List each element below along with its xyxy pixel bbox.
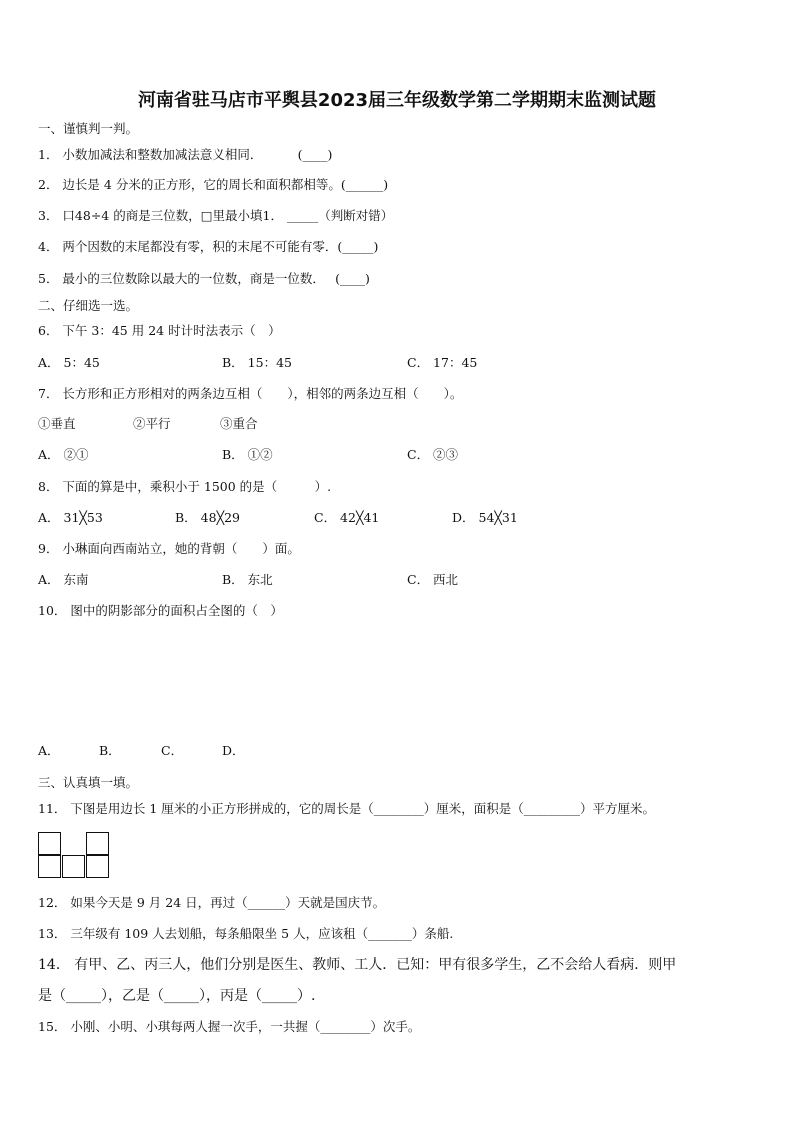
section-heading-judge: 一、谨慎判一判。 [38, 121, 139, 136]
q7-choice-1: ①垂直 [38, 416, 76, 431]
q9-option-b: B． 东北 [222, 572, 273, 587]
q7-choice-2: ②平行 [133, 416, 171, 431]
question-15: 15． 小刚、小明、小琪每两人握一次手，一共握（________）次手。 [38, 1019, 421, 1034]
q10-option-b: B． [99, 743, 121, 758]
question-9: 9． 小琳面向西南站立，她的背朝（ ）面。 [38, 541, 300, 556]
q7-option-b: B． ①② [222, 447, 273, 462]
square-cell [86, 832, 109, 855]
q7-option-a: A． ②① [38, 447, 89, 462]
square-cell [38, 832, 61, 855]
question-3: 3． 口48÷4 的商是三位数，□里最小填1． _____（判断对错） [38, 208, 394, 223]
question-1: 1． 小数加减法和整数加减法意义相同． (____) [38, 147, 333, 162]
question-12: 12． 如果今天是 9 月 24 日，再过（______）天就是国庆节。 [38, 895, 386, 910]
square-cell [86, 855, 109, 878]
square-cell [62, 855, 85, 878]
question-13: 13． 三年级有 109 人去划船，每条船限坐 5 人，应该租（_______）条船. [38, 926, 454, 941]
q10-option-d: D． [222, 743, 245, 758]
question-5: 5． 最小的三位数除以最大的一位数，商是一位数． (____) [38, 271, 370, 286]
q9-option-c: C． 西北 [407, 572, 459, 587]
question-6: 6． 下午 3：45 用 24 时计时法表示（ ） [38, 323, 281, 338]
section-heading-choose: 二、仔细选一选。 [38, 298, 139, 313]
q8-option-b: B． 48╳29 [175, 510, 240, 525]
question-4: 4． 两个因数的末尾都没有零，积的末尾不可能有零．(_____) [38, 239, 379, 254]
q6-option-a: A． 5：45 [38, 355, 100, 370]
q7-choice-3: ③重合 [220, 416, 258, 431]
q7-option-c: C． ②③ [407, 447, 459, 462]
page-title: 河南省驻马店市平舆县2023届三年级数学第二学期期末监测试题 [137, 90, 657, 111]
question-14-line-1: 14． 有甲、乙、丙三人，他们分别是医生、教师、工人．已知：甲有很多学生，乙不会给人看病．则甲 [38, 957, 677, 973]
q8-option-d: D． 54╳31 [452, 510, 518, 525]
question-14-line-2: 是（_____），乙是（_____），丙是（_____）. [38, 988, 316, 1004]
question-11: 11． 下图是用边长 1 厘米的小正方形拼成的，它的周长是（________）厘米，面积是（_________）平方厘米。 [38, 801, 656, 816]
question-7: 7． 长方形和正方形相对的两条边互相（ ），相邻的两条边互相（ ）。 [38, 386, 463, 401]
q9-option-a: A． 东南 [38, 572, 89, 587]
square-cell [38, 855, 61, 878]
q8-option-c: C． 42╳41 [314, 510, 380, 525]
q10-option-c: C． [161, 743, 184, 758]
q6-option-b: B． 15：45 [222, 355, 292, 370]
q10-option-a: A． [38, 743, 60, 758]
q6-option-c: C． 17：45 [407, 355, 478, 370]
section-heading-fill: 三、认真填一填。 [38, 775, 139, 790]
question-10: 10． 图中的阴影部分的面积占全图的（ ） [38, 603, 283, 618]
question-8: 8． 下面的算是中，乘积小于 1500 的是（ ）. [38, 479, 332, 494]
question-2: 2． 边长是 4 分米的正方形，它的周长和面积都相等。(______) [38, 177, 389, 192]
q8-option-a: A． 31╳53 [38, 510, 103, 525]
